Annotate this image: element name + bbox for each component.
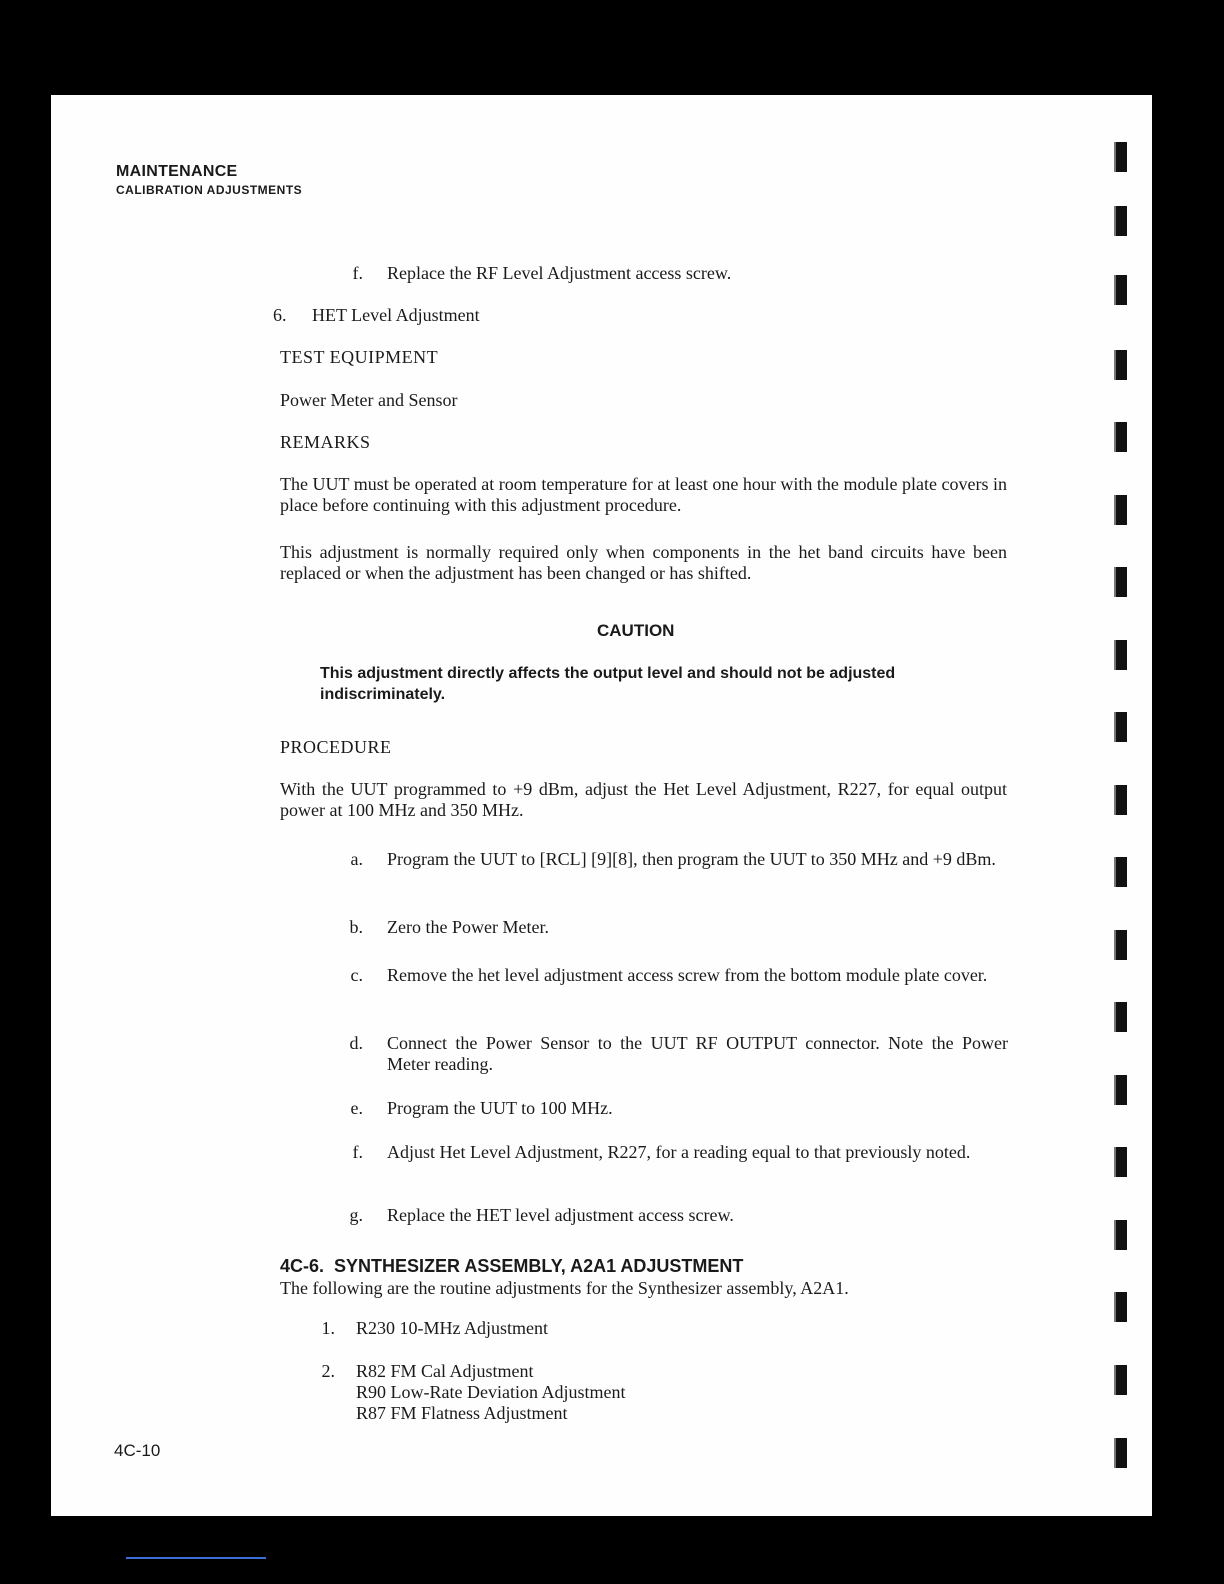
step-label: a.	[350, 849, 363, 869]
binder-mark	[1114, 350, 1127, 380]
item-label: 6.	[273, 305, 287, 325]
remarks-heading: REMARKS	[280, 432, 371, 452]
binder-mark	[1114, 1220, 1127, 1250]
binder-mark	[1114, 495, 1127, 525]
running-header-title: MAINTENANCE	[116, 163, 238, 180]
running-header-subtitle: CALIBRATION ADJUSTMENTS	[116, 183, 303, 197]
procedure-heading: PROCEDURE	[280, 737, 392, 757]
binder-mark	[1114, 1438, 1127, 1468]
procedure-intro: With the UUT programmed to +9 dBm, adjust the Het Level Adjustment, R227, for equal output power at 100 MHz and 350 MHz.	[280, 779, 1007, 820]
section-intro: The following are the routine adjustments for the Synthesizer assembly, A2A1.	[280, 1278, 849, 1298]
binder-mark	[1114, 640, 1127, 670]
test-equipment-heading: TEST EQUIPMENT	[280, 347, 439, 367]
binder-mark	[1114, 857, 1127, 887]
item-text-line: R90 Low-Rate Deviation Adjustment	[356, 1382, 626, 1402]
item-text-line: R82 FM Cal Adjustment	[356, 1361, 534, 1381]
scan-edge-line	[126, 1557, 266, 1559]
item-text: HET Level Adjustment	[312, 305, 480, 325]
binder-mark	[1114, 1147, 1127, 1177]
step-text: Program the UUT to 100 MHz.	[387, 1098, 613, 1118]
caution-text: This adjustment directly affects the output level and should not be adjusted indiscriminately.	[320, 665, 896, 703]
binder-marks	[1114, 120, 1134, 1520]
remarks-paragraph-1: The UUT must be operated at room temperature for at least one hour with the module plate covers in place before continuing with this adjustment procedure.	[280, 474, 1007, 515]
binder-mark	[1114, 930, 1127, 960]
step-text: Replace the RF Level Adjustment access screw.	[387, 263, 732, 283]
item-label: 1.	[321, 1318, 335, 1338]
item-label: 2.	[321, 1361, 335, 1381]
step-text: Program the UUT to [RCL] [9][8], then program the UUT to 350 MHz and +9 dBm.	[387, 849, 996, 869]
step-text: Remove the het level adjustment access screw from the bottom module plate cover.	[387, 965, 988, 985]
step-label: c.	[350, 965, 363, 985]
binder-mark	[1114, 785, 1127, 815]
binder-mark	[1114, 1292, 1127, 1322]
item-text: R230 10-MHz Adjustment	[356, 1318, 548, 1338]
document-page	[51, 95, 1152, 1516]
step-label: e.	[350, 1098, 363, 1118]
caution-title: CAUTION	[597, 621, 675, 640]
step-text: Adjust Het Level Adjustment, R227, for a reading equal to that previously noted.	[387, 1142, 971, 1162]
binder-mark	[1114, 1075, 1127, 1105]
remarks-paragraph-2: This adjustment is normally required only when components in the het band circuits have been replaced or when the adjustment has been changed or has shifted.	[280, 542, 1007, 583]
page-number: 4C-10	[114, 1441, 161, 1460]
binder-mark	[1114, 206, 1127, 236]
step-text: Zero the Power Meter.	[387, 917, 549, 937]
section-title: 4C-6. SYNTHESIZER ASSEMBLY, A2A1 ADJUSTMENT	[280, 1256, 744, 1276]
item-text-line: R87 FM Flatness Adjustment	[356, 1403, 568, 1423]
binder-mark	[1114, 142, 1127, 172]
step-text: Replace the HET level adjustment access screw.	[387, 1205, 734, 1225]
binder-mark	[1114, 567, 1127, 597]
binder-mark	[1114, 1365, 1127, 1395]
binder-mark	[1114, 275, 1127, 305]
binder-mark	[1114, 1002, 1127, 1032]
test-equipment-text: Power Meter and Sensor	[280, 390, 458, 410]
step-label: d.	[349, 1033, 363, 1053]
step-text: Connect the Power Sensor to the UUT RF OUTPUT connector. Note the Power Meter reading.	[387, 1033, 1008, 1074]
step-label: g.	[349, 1205, 363, 1225]
step-label: f.	[352, 1142, 363, 1162]
step-label: b.	[349, 917, 363, 937]
binder-mark	[1114, 422, 1127, 452]
step-label: f.	[352, 263, 363, 283]
binder-mark	[1114, 712, 1127, 742]
